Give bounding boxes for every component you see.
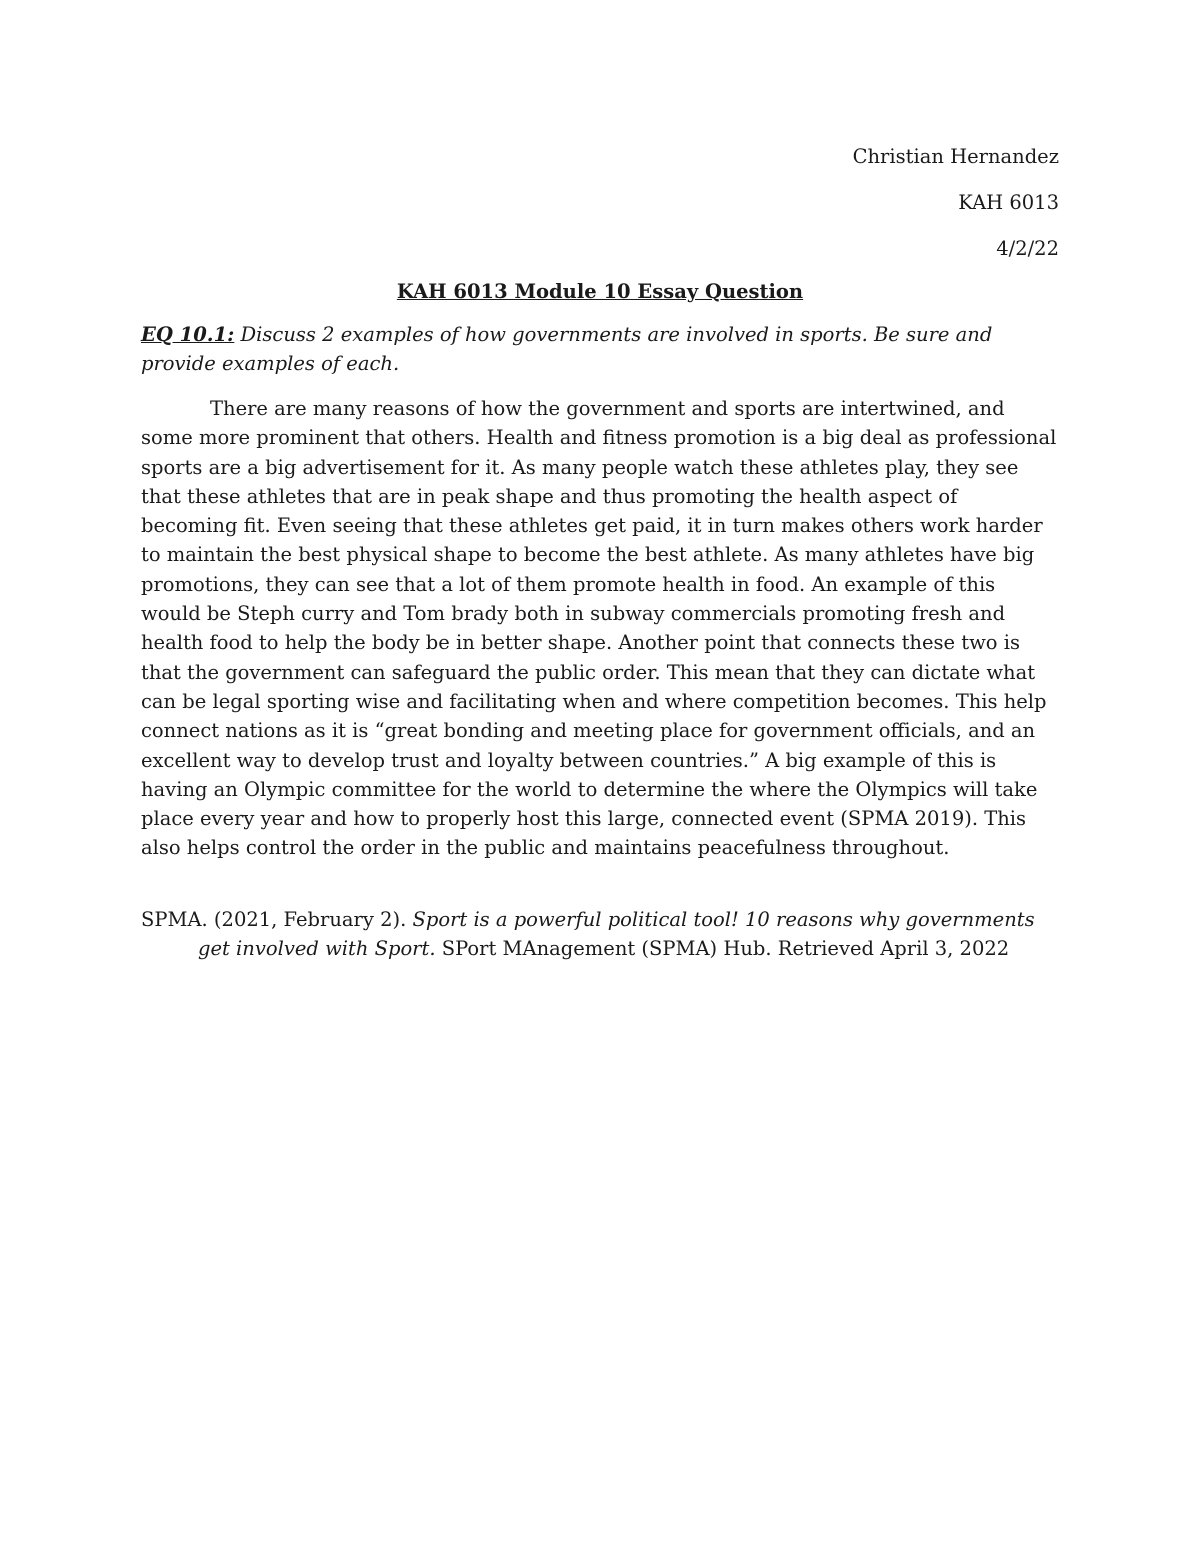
- reference-suffix: SPort MAnagement (SPMA) Hub. Retrieved April 3, 2022: [435, 937, 1010, 960]
- document-date: 4/2/22: [996, 237, 1059, 260]
- question-text: Discuss 2 examples of how governments are involved in sports. Be sure and provide examples of each.: [141, 323, 993, 375]
- document-title: KAH 6013 Module 10 Essay Question: [396, 280, 804, 303]
- essay-body-paragraph: There are many reasons of how the government and sports are intertwined, and some more prominent that others. Health and fitness promotion is a big deal as professional sports are a big advertisement for it. As many people watch these athletes play, they see that these athletes that are in peak shape and thus promoting the health aspect of becoming fit. Even seeing that these athletes get paid, it in turn makes others work harder to maintain the best physical shape to become the best athlete. As many athletes have big promotions, they can see that a lot of them promote health in food. An example of this would be Steph curry and Tom brady both in subway commercials promoting fresh and health food to help the body be in better shape. Another point that connects these two is that the government can safeguard the public order. This mean that they can dictate what can be legal sporting wise and facilitating when and where competition becomes. This help connect nations as it is “great bonding and meeting place for government officials, and an excellent way to develop trust and loyalty between countries.” A big example of this is having an Olympic committee for the world to determine the where the Olympics will take place every year and how to properly host this large, connected event (SPMA 2019). This also helps control the order in the public and maintains peacefulness throughout.: [141, 397, 1057, 860]
- course-code: KAH 6013: [958, 191, 1059, 214]
- question-label: EQ 10.1:: [141, 323, 235, 346]
- essay-question: [141, 320, 1059, 378]
- author-name: Christian Hernandez: [852, 145, 1059, 168]
- reference-entry: [141, 905, 1059, 963]
- reference-title: Sport is a powerful political tool! 10 reasons why governments get involved with Sport.: [198, 908, 1035, 960]
- document-header: [659, 141, 1059, 279]
- reference-prefix: SPMA. (2021, February 2).: [141, 908, 413, 931]
